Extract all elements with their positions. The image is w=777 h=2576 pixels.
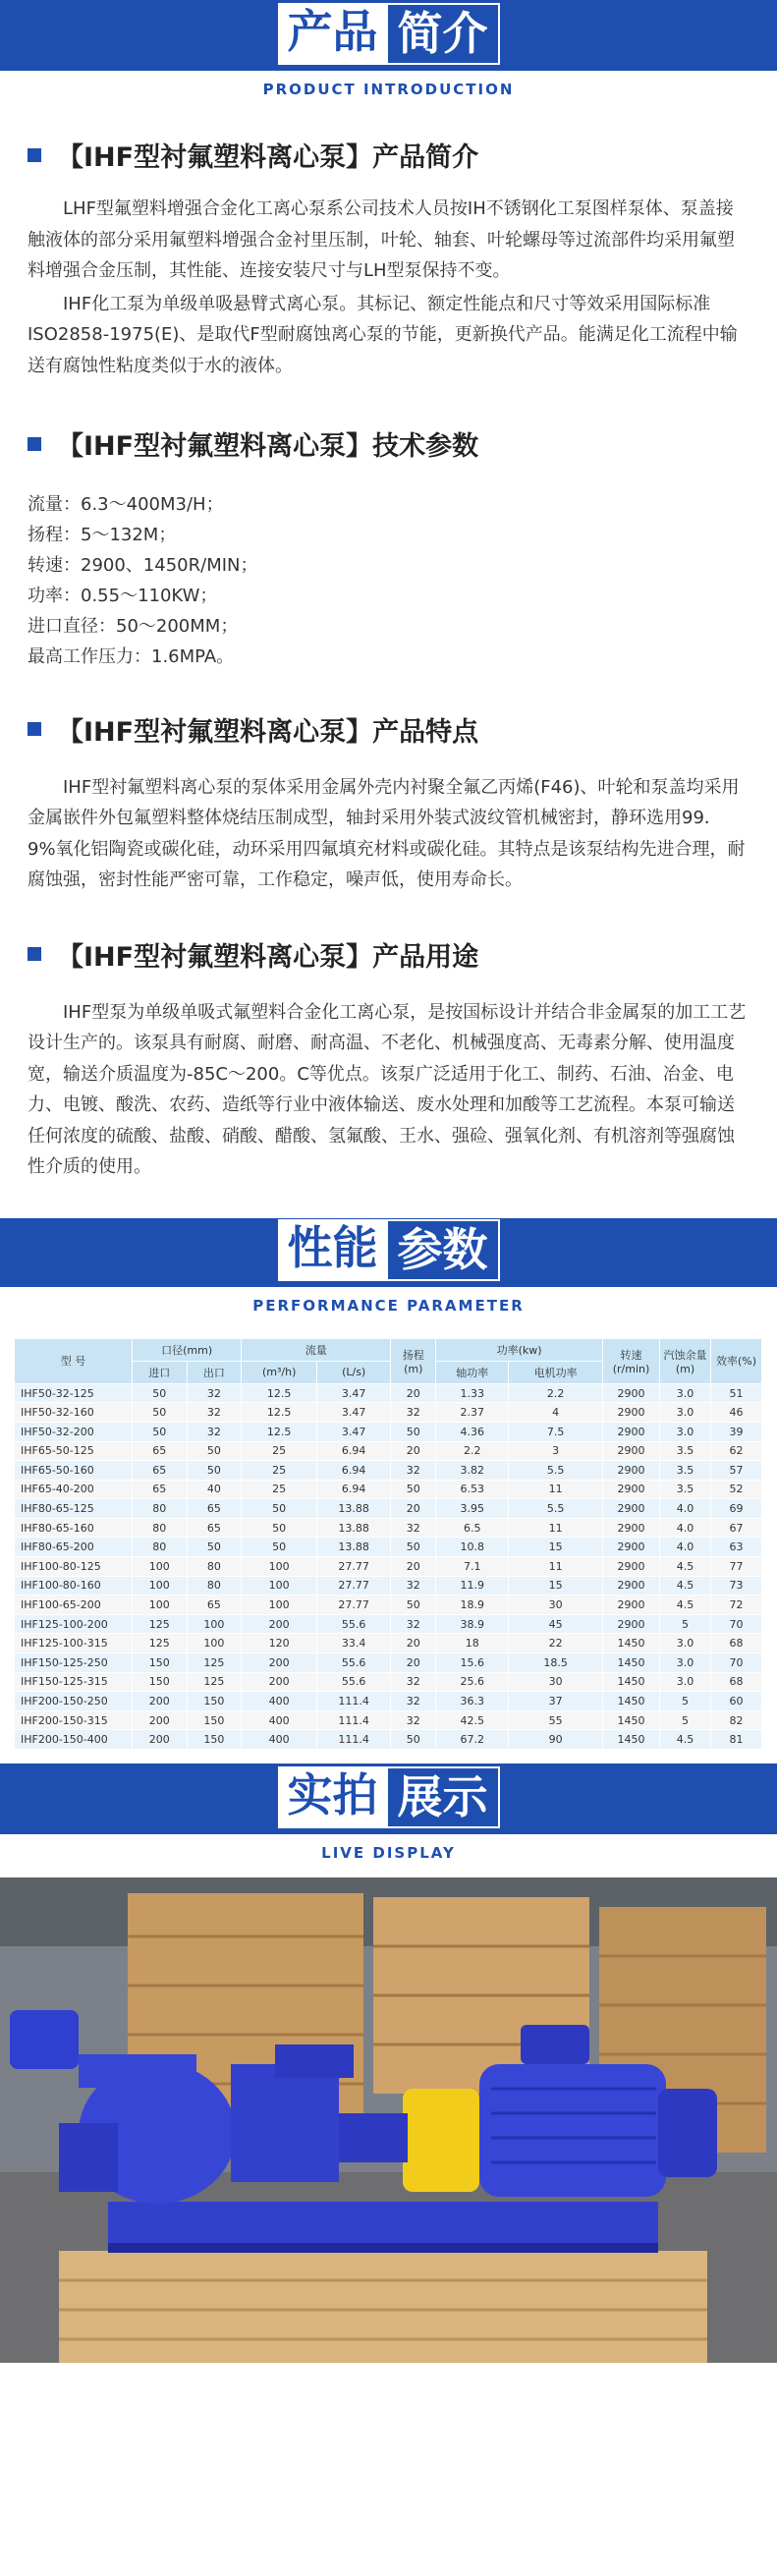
table-cell: 22: [509, 1634, 603, 1653]
table-cell: 62: [711, 1441, 762, 1461]
table-cell: 4.36: [436, 1422, 509, 1441]
table-cell: 100: [133, 1596, 188, 1615]
banner-subtitle: PERFORMANCE PARAMETER: [0, 1287, 777, 1330]
table-cell: 100: [187, 1614, 242, 1634]
table-cell: 32: [391, 1672, 436, 1692]
param-line: 功率：0.55～110KW；: [28, 585, 218, 606]
table-cell: 50: [187, 1461, 242, 1481]
table-cell: 3.0: [660, 1672, 711, 1692]
table-cell: 13.88: [317, 1518, 391, 1538]
banner-product-intro: [0, 0, 777, 71]
col-inlet: 进口: [133, 1361, 188, 1383]
banner-title: [278, 1219, 500, 1281]
table-cell: 4.5: [660, 1596, 711, 1615]
table-cell: 32: [391, 1403, 436, 1423]
table-cell: 82: [711, 1710, 762, 1730]
col-bore: 口径(mm): [133, 1338, 242, 1361]
table-cell: 2900: [603, 1383, 660, 1403]
table-cell: 100: [133, 1557, 188, 1577]
table-cell: 1450: [603, 1710, 660, 1730]
table-cell: 100: [242, 1576, 317, 1596]
table-cell: 4: [509, 1403, 603, 1423]
performance-table-wrap: [0, 1338, 777, 1750]
table-cell: 25: [242, 1461, 317, 1481]
banner-live-display: [0, 1764, 777, 1834]
table-cell: 80: [133, 1499, 188, 1519]
table-cell: 1450: [603, 1730, 660, 1750]
param-line: 扬程：5～132M；: [28, 524, 177, 545]
param-line: 进口直径：50～200MM；: [28, 615, 239, 637]
table-cell: 6.94: [317, 1480, 391, 1499]
banner-title: [278, 1766, 500, 1828]
table-cell: 1.33: [436, 1383, 509, 1403]
table-cell: 15: [509, 1538, 603, 1557]
table-cell: 111.4: [317, 1730, 391, 1750]
table-cell: 2900: [603, 1614, 660, 1634]
table-cell: 57: [711, 1461, 762, 1481]
table-cell: 3.5: [660, 1480, 711, 1499]
table-cell: 15.6: [436, 1653, 509, 1673]
table-cell: 50: [391, 1422, 436, 1441]
table-cell: 200: [133, 1692, 188, 1711]
table-cell: 12.5: [242, 1403, 317, 1423]
table-cell: 65: [133, 1461, 188, 1481]
table-cell: 1450: [603, 1653, 660, 1673]
table-cell: 111.4: [317, 1710, 391, 1730]
table-cell: 150: [133, 1672, 188, 1692]
table-cell: 20: [391, 1441, 436, 1461]
table-cell: 2900: [603, 1461, 660, 1481]
heading-intro: [28, 136, 749, 174]
heading-text: 【IHF型衬氟塑料离心泵】产品简介: [57, 142, 479, 173]
table-cell: IHF100-65-200: [15, 1596, 133, 1615]
table-cell: 70: [711, 1653, 762, 1673]
table-cell: 11: [509, 1518, 603, 1538]
table-cell: 80: [187, 1557, 242, 1577]
performance-table: [14, 1338, 762, 1750]
table-row: [15, 1538, 762, 1557]
table-cell: 50: [242, 1499, 317, 1519]
col-eff: 效率(%): [711, 1338, 762, 1383]
table-cell: 11.9: [436, 1576, 509, 1596]
table-cell: 2900: [603, 1557, 660, 1577]
table-cell: 3: [509, 1441, 603, 1461]
table-cell: 80: [187, 1576, 242, 1596]
table-cell: 25.6: [436, 1672, 509, 1692]
table-cell: 4.5: [660, 1576, 711, 1596]
table-row: [15, 1596, 762, 1615]
table-cell: 2900: [603, 1538, 660, 1557]
table-cell: 100: [242, 1596, 317, 1615]
table-cell: 1450: [603, 1672, 660, 1692]
table-cell: 52: [711, 1480, 762, 1499]
table-cell: 32: [187, 1422, 242, 1441]
table-cell: 2900: [603, 1576, 660, 1596]
table-cell: 3.0: [660, 1422, 711, 1441]
table-cell: 111.4: [317, 1692, 391, 1711]
table-cell: 55.6: [317, 1653, 391, 1673]
table-cell: 125: [187, 1672, 242, 1692]
table-cell: 1450: [603, 1692, 660, 1711]
banner-title-b: 展示: [388, 1766, 500, 1828]
table-cell: 32: [391, 1692, 436, 1711]
table-cell: 38.9: [436, 1614, 509, 1634]
table-cell: 3.47: [317, 1422, 391, 1441]
params-list: [28, 490, 749, 673]
table-cell: 50: [133, 1422, 188, 1441]
table-row: [15, 1730, 762, 1750]
table-cell: 51: [711, 1383, 762, 1403]
col-shaft-power: 轴功率: [436, 1361, 509, 1383]
table-cell: 2900: [603, 1403, 660, 1423]
table-cell: 46: [711, 1403, 762, 1423]
table-cell: 20: [391, 1653, 436, 1673]
table-cell: 3.95: [436, 1499, 509, 1519]
table-cell: 36.3: [436, 1692, 509, 1711]
table-cell: 18: [436, 1634, 509, 1653]
table-cell: 65: [187, 1499, 242, 1519]
table-cell: 50: [391, 1538, 436, 1557]
table-cell: 3.5: [660, 1441, 711, 1461]
table-cell: 200: [133, 1730, 188, 1750]
table-cell: 4.5: [660, 1557, 711, 1577]
table-row: [15, 1614, 762, 1634]
heading-bullet-icon: [28, 148, 41, 162]
banner-title-a: 性能: [278, 1219, 388, 1281]
table-cell: 2900: [603, 1441, 660, 1461]
table-cell: 13.88: [317, 1499, 391, 1519]
table-cell: 3.47: [317, 1383, 391, 1403]
table-cell: 67.2: [436, 1730, 509, 1750]
table-cell: 80: [133, 1538, 188, 1557]
table-cell: 37: [509, 1692, 603, 1711]
table-cell: 2900: [603, 1422, 660, 1441]
table-cell: IHF200-150-250: [15, 1692, 133, 1711]
table-cell: 70: [711, 1614, 762, 1634]
banner-title-b: 简介: [388, 3, 500, 65]
table-cell: 20: [391, 1557, 436, 1577]
table-cell: 18.9: [436, 1596, 509, 1615]
table-cell: 7.5: [509, 1422, 603, 1441]
table-cell: 150: [187, 1730, 242, 1750]
table-cell: 100: [133, 1576, 188, 1596]
table-cell: 50: [391, 1596, 436, 1615]
table-cell: 32: [391, 1461, 436, 1481]
table-cell: 200: [242, 1672, 317, 1692]
table-cell: 50: [391, 1480, 436, 1499]
col-motor-power: 电机功率: [509, 1361, 603, 1383]
table-row: [15, 1403, 762, 1423]
col-flow: 流量: [242, 1338, 391, 1361]
table-cell: 150: [187, 1692, 242, 1711]
table-cell: 125: [133, 1614, 188, 1634]
table-cell: IHF50-32-200: [15, 1422, 133, 1441]
col-flow-ls: (L/s): [317, 1361, 391, 1383]
table-cell: 32: [391, 1576, 436, 1596]
table-cell: 4.0: [660, 1499, 711, 1519]
table-cell: 65: [133, 1441, 188, 1461]
table-cell: 55.6: [317, 1672, 391, 1692]
table-cell: 10.8: [436, 1538, 509, 1557]
table-cell: 3.0: [660, 1634, 711, 1653]
table-cell: 400: [242, 1710, 317, 1730]
table-cell: 5: [660, 1614, 711, 1634]
table-cell: IHF80-65-125: [15, 1499, 133, 1519]
table-cell: 200: [242, 1614, 317, 1634]
table-cell: 20: [391, 1634, 436, 1653]
banner-subtitle: LIVE DISPLAY: [0, 1834, 777, 1877]
table-cell: 32: [391, 1710, 436, 1730]
col-outlet: 出口: [187, 1361, 242, 1383]
use-paragraph: IHF型泵为单级单吸式氟塑料合金化工离心泵，是按国标设计并结合非金属泵的加工工艺设计生产的。该泵具有耐腐、耐磨、耐高温、不老化、机械强度高、无毒素分解、使用温度宽，输送介质温度为-85C～200。C等优点。该泵广泛适用于化工、制药、石油、冶金、电力、电镀、酸洗、农药、造纸等行业中液体输送、废水处理和加酸等工艺流程。本泵可输送任何浓度的硫酸、盐酸、硝酸、醋酸、氢氟酸、王水、强硷、强氧化剂、有机溶剂等强腐蚀性介质的使用。: [28, 1001, 747, 1178]
table-cell: 7.1: [436, 1557, 509, 1577]
table-cell: 30: [509, 1596, 603, 1615]
table-cell: IHF80-65-160: [15, 1518, 133, 1538]
table-cell: IHF200-150-315: [15, 1710, 133, 1730]
table-cell: 25: [242, 1480, 317, 1499]
table-row: [15, 1557, 762, 1577]
table-cell: 4.5: [660, 1730, 711, 1750]
col-head: 扬程(m): [391, 1338, 436, 1383]
table-cell: 11: [509, 1557, 603, 1577]
table-cell: 67: [711, 1518, 762, 1538]
table-cell: 3.0: [660, 1383, 711, 1403]
table-cell: IHF150-125-250: [15, 1653, 133, 1673]
table-cell: IHF125-100-200: [15, 1614, 133, 1634]
table-cell: IHF80-65-200: [15, 1538, 133, 1557]
table-cell: 100: [187, 1634, 242, 1653]
table-cell: 32: [391, 1518, 436, 1538]
col-flow-m3h: (m³/h): [242, 1361, 317, 1383]
table-cell: IHF200-150-400: [15, 1730, 133, 1750]
table-cell: 50: [242, 1538, 317, 1557]
table-cell: 2.2: [436, 1441, 509, 1461]
table-cell: 3.47: [317, 1403, 391, 1423]
banner-title-a: 产品: [278, 3, 388, 65]
table-cell: 2900: [603, 1596, 660, 1615]
heading-text: 【IHF型衬氟塑料离心泵】技术参数: [57, 431, 479, 462]
table-cell: 40: [187, 1480, 242, 1499]
table-cell: 6.94: [317, 1441, 391, 1461]
table-cell: 120: [242, 1634, 317, 1653]
intro-content: [0, 136, 777, 1183]
table-cell: 80: [133, 1518, 188, 1538]
table-cell: 25: [242, 1441, 317, 1461]
banner-title-b: 参数: [388, 1219, 500, 1281]
banner-subtitle: PRODUCT INTRODUCTION: [0, 71, 777, 114]
table-cell: 50: [133, 1383, 188, 1403]
table-cell: 90: [509, 1730, 603, 1750]
table-row: [15, 1518, 762, 1538]
heading-text: 【IHF型衬氟塑料离心泵】产品用途: [57, 941, 479, 973]
table-cell: 33.4: [317, 1634, 391, 1653]
heading-bullet-icon: [28, 722, 41, 736]
table-cell: 65: [187, 1596, 242, 1615]
table-cell: 32: [187, 1383, 242, 1403]
table-row: [15, 1461, 762, 1481]
table-cell: 73: [711, 1576, 762, 1596]
heading-text: 【IHF型衬氟塑料离心泵】产品特点: [57, 716, 479, 748]
table-cell: 125: [187, 1653, 242, 1673]
banner-title: [278, 3, 500, 65]
table-cell: 200: [133, 1710, 188, 1730]
table-cell: 6.94: [317, 1461, 391, 1481]
table-cell: IHF50-32-125: [15, 1383, 133, 1403]
table-cell: 50: [187, 1441, 242, 1461]
table-cell: 50: [242, 1518, 317, 1538]
param-line: 流量：6.3～400M3/H；: [28, 494, 224, 515]
table-cell: 65: [187, 1518, 242, 1538]
table-row: [15, 1480, 762, 1499]
table-row: [15, 1499, 762, 1519]
table-cell: 32: [391, 1614, 436, 1634]
pump-photo-illustration: [0, 1877, 777, 2363]
table-cell: 42.5: [436, 1710, 509, 1730]
table-cell: IHF125-100-315: [15, 1634, 133, 1653]
table-cell: 50: [187, 1538, 242, 1557]
banner-performance: [0, 1218, 777, 1287]
table-cell: 27.77: [317, 1596, 391, 1615]
pump-photo: [0, 1877, 777, 2363]
param-line: 最高工作压力：1.6MPA。: [28, 645, 235, 667]
table-cell: 400: [242, 1692, 317, 1711]
heading-bullet-icon: [28, 437, 41, 451]
intro-paragraph-2: IHF化工泵为单级单吸悬臂式离心泵。其标记、额定性能点和尺寸等效采用国际标准ISO2858-1975(E)、是取代F型耐腐蚀离心泵的节能，更新换代产品。能满足化工流程中输送有腐蚀性粘度类似于水的液体。: [28, 293, 738, 376]
table-cell: IHF100-80-160: [15, 1576, 133, 1596]
table-cell: 68: [711, 1634, 762, 1653]
table-cell: 27.77: [317, 1576, 391, 1596]
heading-features: [28, 710, 749, 749]
table-cell: 65: [133, 1480, 188, 1499]
table-cell: 6.53: [436, 1480, 509, 1499]
table-cell: 4.0: [660, 1538, 711, 1557]
banner-title-a: 实拍: [278, 1766, 388, 1828]
heading-params: [28, 424, 749, 463]
table-cell: 39: [711, 1422, 762, 1441]
table-row: [15, 1422, 762, 1441]
intro-paragraph-1: LHF型氟塑料增强合金化工离心泵系公司技术人员按IH不锈钢化工泵图样泵体、泵盖接触液体的部分采用氟塑料增强合金衬里压制，叶轮、轴套、叶轮螺母等过流部件均采用氟塑料增强合金压制，其性能、连接安装尺寸与LH型泵保持不变。: [28, 198, 735, 281]
table-cell: IHF65-50-160: [15, 1461, 133, 1481]
table-cell: 3.0: [660, 1653, 711, 1673]
table-row: [15, 1383, 762, 1403]
table-cell: 60: [711, 1692, 762, 1711]
table-cell: 72: [711, 1596, 762, 1615]
table-row: [15, 1634, 762, 1653]
table-cell: 6.5: [436, 1518, 509, 1538]
table-cell: 3.0: [660, 1403, 711, 1423]
table-cell: IHF50-32-160: [15, 1403, 133, 1423]
table-cell: 63: [711, 1538, 762, 1557]
table-cell: 2.2: [509, 1383, 603, 1403]
features-paragraph: IHF型衬氟塑料离心泵的泵体采用金属外壳内衬聚全氟乙丙烯(F46)、叶轮和泵盖均采用金属嵌件外包氟塑料整体烧结压制成型，轴封采用外装式波纹管机械密封，静环选用99．9%氧化铝陶瓷或碳化硅，动环采用四氟填充材料或碳化硅。其特点是该泵结构先进合理，耐腐蚀强，密封性能严密可靠，工作稳定，噪声低，使用寿命长。: [28, 776, 746, 891]
table-cell: 2900: [603, 1480, 660, 1499]
col-power: 功率(kw): [436, 1338, 603, 1361]
table-cell: 11: [509, 1480, 603, 1499]
table-cell: 68: [711, 1672, 762, 1692]
table-cell: 125: [133, 1634, 188, 1653]
table-cell: 27.77: [317, 1557, 391, 1577]
table-row: [15, 1653, 762, 1673]
heading-use: [28, 935, 749, 974]
table-cell: 50: [133, 1403, 188, 1423]
table-cell: 400: [242, 1730, 317, 1750]
table-cell: 5: [660, 1692, 711, 1711]
performance-table-body: [15, 1383, 762, 1749]
table-cell: 5.5: [509, 1461, 603, 1481]
table-row: [15, 1710, 762, 1730]
table-cell: 18.5: [509, 1653, 603, 1673]
table-cell: IHF65-40-200: [15, 1480, 133, 1499]
table-cell: 15: [509, 1576, 603, 1596]
table-cell: 13.88: [317, 1538, 391, 1557]
table-cell: 45: [509, 1614, 603, 1634]
table-cell: 100: [242, 1557, 317, 1577]
table-row: [15, 1692, 762, 1711]
table-cell: 5: [660, 1710, 711, 1730]
table-cell: 81: [711, 1730, 762, 1750]
table-cell: 1450: [603, 1634, 660, 1653]
col-npsh: 汽蚀余量(m): [660, 1338, 711, 1383]
table-cell: 150: [187, 1710, 242, 1730]
table-cell: IHF150-125-315: [15, 1672, 133, 1692]
table-cell: 69: [711, 1499, 762, 1519]
table-cell: 2900: [603, 1518, 660, 1538]
table-row: [15, 1576, 762, 1596]
table-cell: 12.5: [242, 1422, 317, 1441]
heading-bullet-icon: [28, 947, 41, 961]
table-cell: 200: [242, 1653, 317, 1673]
table-cell: 12.5: [242, 1383, 317, 1403]
table-row: [15, 1441, 762, 1461]
table-cell: 30: [509, 1672, 603, 1692]
table-cell: 55: [509, 1710, 603, 1730]
table-cell: 20: [391, 1499, 436, 1519]
table-cell: 2900: [603, 1499, 660, 1519]
table-cell: 20: [391, 1383, 436, 1403]
table-cell: 5.5: [509, 1499, 603, 1519]
table-cell: IHF100-80-125: [15, 1557, 133, 1577]
table-cell: IHF65-50-125: [15, 1441, 133, 1461]
table-cell: 32: [187, 1403, 242, 1423]
table-cell: 2.37: [436, 1403, 509, 1423]
table-cell: 50: [391, 1730, 436, 1750]
col-speed: 转速(r/min): [603, 1338, 660, 1383]
table-cell: 4.0: [660, 1518, 711, 1538]
table-cell: 77: [711, 1557, 762, 1577]
col-model: 型 号: [15, 1338, 133, 1383]
table-row: [15, 1672, 762, 1692]
param-line: 转速：2900、1450R/MIN；: [28, 554, 258, 576]
table-cell: 150: [133, 1653, 188, 1673]
table-cell: 3.82: [436, 1461, 509, 1481]
table-cell: 55.6: [317, 1614, 391, 1634]
table-cell: 3.5: [660, 1461, 711, 1481]
